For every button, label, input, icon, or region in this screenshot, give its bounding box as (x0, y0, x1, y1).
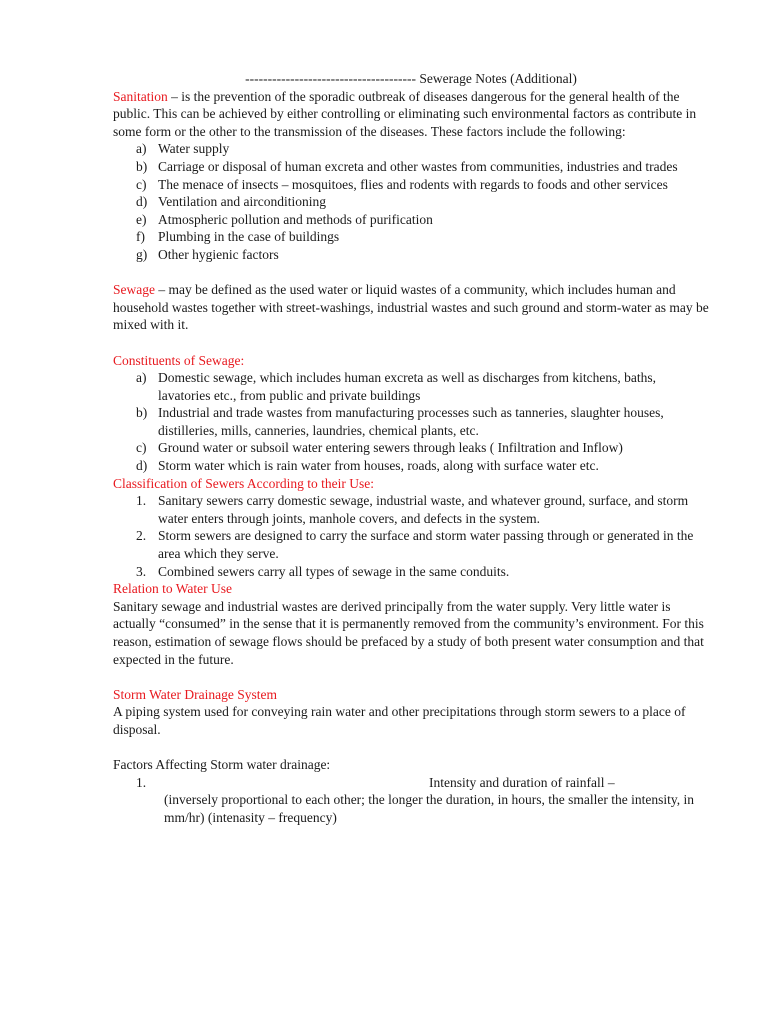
factor-continuation: (inversely proportional to each other; the longer the duration, in hours, the smaller the intensity, in mm/hr) (intenasity – frequency) (164, 792, 694, 825)
list-item-text: The menace of insects – mosquitoes, flies and rodents with regards to foods and other services (158, 176, 668, 192)
sewage-paragraph (113, 281, 709, 334)
list-marker: e) (136, 211, 147, 227)
list-item (113, 563, 709, 581)
list-item-text: Industrial and trade wastes from manufacturing processes such as tanneries, slaughter houses, distilleries, mills, canneries, laundries, chemical plants, etc. (158, 405, 664, 438)
list-marker: d) (136, 194, 148, 210)
list-item (113, 404, 709, 439)
list-item (113, 246, 709, 264)
list-marker: g) (136, 246, 148, 262)
sanitation-term: Sanitation (113, 88, 168, 104)
list-item-text: Combined sewers carry all types of sewage in the same conduits. (158, 563, 510, 579)
header-line: -------------------------------------- Sewerage Notes (Additional) (245, 71, 577, 86)
list-item-text: Ventilation and airconditioning (158, 194, 326, 210)
list-item-text: Domestic sewage, which includes human excreta as well as discharges from kitchens, baths, lavatories etc., from public and private buildings (158, 370, 656, 403)
list-item-text: Carriage or disposal of human excreta and other wastes from communities, industries and trades (158, 158, 678, 174)
list-item-text: Storm water which is rain water from houses, roads, along with surface water etc. (158, 458, 599, 474)
list-marker: b) (136, 158, 148, 174)
constituents-heading: Constituents of Sewage: (113, 352, 245, 368)
relation-heading: Relation to Water Use (113, 581, 233, 597)
document-content (113, 70, 709, 827)
sanitation-definition: – is the prevention of the sporadic outbreak of diseases dangerous for the general health of the public. This can be achieved by either controlling or eliminating such environmental factors as contribute in some form or the other to the transmission of the diseases. These factors include the following: (113, 88, 697, 139)
storm-heading: Storm Water Drainage System (113, 686, 278, 702)
list-marker: b) (136, 405, 148, 421)
spacer (113, 264, 709, 282)
factor-item-row (113, 774, 709, 792)
list-item (113, 492, 709, 527)
list-marker: d) (136, 458, 148, 474)
list-item (113, 369, 709, 404)
list-marker: 1. (136, 493, 147, 509)
sanitation-factor-list (113, 140, 709, 263)
sewage-definition: – may be defined as the used water or liquid wastes of a community, which includes human and household wastes together with street-washings, industrial wastes and such ground and storm-water as may be mixed with it. (113, 282, 709, 333)
list-item-text: Water supply (158, 141, 230, 157)
list-marker: 3. (136, 563, 147, 579)
sanitation-paragraph (113, 88, 709, 141)
classification-heading: Classification of Sewers According to their Use: (113, 475, 374, 491)
list-item (113, 457, 709, 475)
list-item-text: Storm sewers are designed to carry the surface and storm water passing through or generated in the area which they serve. (158, 528, 694, 562)
list-item-text: Ground water or subsoil water entering sewers through leaks ( Infiltration and Inflow) (158, 440, 623, 456)
list-item-text: Other hygienic factors (158, 246, 279, 262)
list-item (113, 176, 709, 194)
spacer (113, 334, 709, 352)
storm-body: A piping system used for conveying rain water and other precipitations through storm sewers to a place of disposal. (113, 704, 686, 737)
list-item (113, 228, 709, 246)
list-item (113, 158, 709, 176)
list-marker: 1. (136, 774, 147, 790)
list-item (113, 140, 709, 158)
spacer (113, 668, 709, 686)
list-marker: c) (136, 440, 147, 456)
list-item (113, 211, 709, 229)
list-marker: a) (136, 370, 147, 386)
list-marker: f) (136, 229, 145, 245)
classification-list (113, 492, 709, 580)
list-item (113, 439, 709, 457)
list-marker: a) (136, 141, 147, 157)
factors-heading: Factors Affecting Storm water drainage: (113, 757, 331, 773)
relation-body: Sanitary sewage and industrial wastes are derived principally from the water supply. Very little water is actually “consumed” in the sense that it is permanently removed from the community’s environment. For this reason, estimation of sewage flows should be prefaced by a study of both present water consumption and that expected in the future. (113, 598, 704, 667)
list-item (113, 527, 709, 562)
list-item-text: Sanitary sewers carry domestic sewage, industrial waste, and whatever ground, surface, and storm water enters through joints, manhole covers, and defects in the system. (158, 493, 689, 526)
list-marker: c) (136, 176, 147, 192)
list-item-text: Plumbing in the case of buildings (158, 229, 340, 245)
constituents-list (113, 369, 709, 475)
list-marker: 2. (136, 528, 147, 544)
factor-title: Intensity and duration of rainfall – (429, 774, 615, 790)
spacer (113, 739, 709, 757)
sewage-term: Sewage (113, 282, 155, 298)
list-item-text: Atmospheric pollution and methods of purification (158, 211, 433, 227)
list-item (113, 193, 709, 211)
